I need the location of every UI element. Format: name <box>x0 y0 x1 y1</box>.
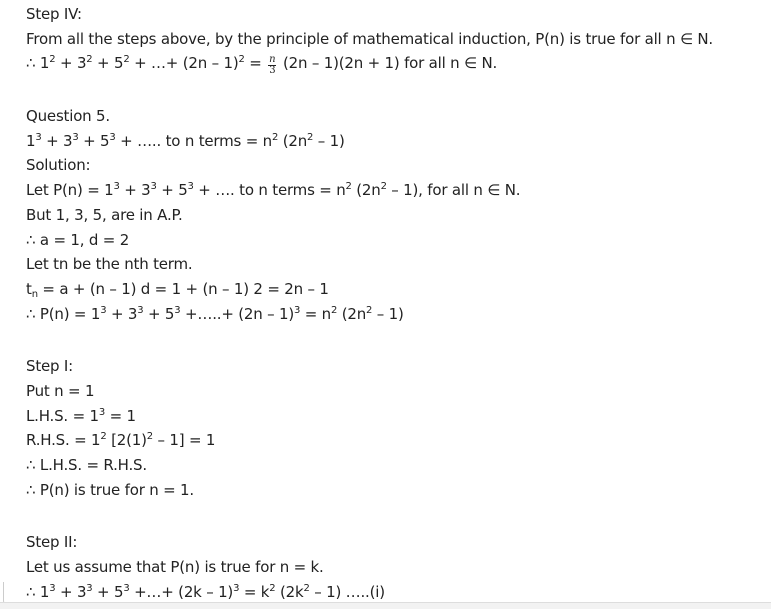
text-line <box>26 302 771 327</box>
text-segment: + 5 <box>92 582 124 601</box>
text-line <box>26 453 771 478</box>
text-segment: (2n – 1)(2n + 1) for all n ∈ N. <box>278 54 498 73</box>
superscript: 3 <box>86 582 93 594</box>
subscript: n <box>31 288 38 300</box>
text-line <box>26 404 771 429</box>
superscript: 2 <box>271 131 279 143</box>
superscript: 3 <box>233 582 240 594</box>
text-segment: = a + (n – 1) d = 1 + (n – 1) 2 = 2n – 1 <box>37 279 329 298</box>
text-segment: – 1) <box>313 131 345 150</box>
text-segment: – 1), for all n ∈ N. <box>386 181 521 200</box>
text-segment: = <box>244 54 267 73</box>
superscript: 2 <box>345 181 352 193</box>
text-segment: L.H.S. = 1 <box>26 406 99 425</box>
superscript: 2 <box>307 131 314 143</box>
text-segment: (2n <box>351 181 381 200</box>
text-segment: R.H.S. = 1 <box>26 431 101 450</box>
fraction <box>268 55 276 76</box>
text-segment: + 3 <box>55 582 87 601</box>
text-segment: ∴ a = 1, d = 2 <box>26 230 130 249</box>
text-line <box>26 478 771 503</box>
superscript: 2 <box>238 54 245 66</box>
superscript: 3 <box>49 582 56 594</box>
fraction-numerator: n <box>269 54 276 66</box>
text-segment: (2k <box>275 582 304 601</box>
text-line <box>26 277 771 302</box>
text-line <box>26 153 771 178</box>
text-line <box>26 580 771 605</box>
text-line <box>26 27 771 52</box>
superscript: 3 <box>109 131 116 143</box>
text-segment: + 5 <box>143 304 175 323</box>
text-segment: Question 5. <box>26 107 110 126</box>
text-segment: (2n <box>337 304 367 323</box>
horizontal-scrollbar[interactable] <box>0 602 771 609</box>
superscript: 2 <box>146 431 153 443</box>
text-segment: = n <box>300 304 331 323</box>
text-segment: From all the steps above, by the principle of mathematical induction, P(n) is true for all n ∈ N. <box>26 29 713 48</box>
superscript: 2 <box>269 582 276 594</box>
text-segment: Step I: <box>26 357 73 376</box>
text-segment: Solution: <box>26 156 91 175</box>
superscript: 3 <box>150 181 157 193</box>
superscript: 3 <box>98 406 106 418</box>
superscript: 3 <box>72 131 79 143</box>
text-segment: – 1] = 1 <box>152 431 216 450</box>
text-segment: + …+ (2n – 1) <box>129 54 239 73</box>
text-segment: ∴ 1 <box>26 54 50 73</box>
text-segment: + 3 <box>55 54 87 73</box>
text-segment: + 3 <box>119 181 151 200</box>
text-segment: + …. to n terms = n <box>193 181 346 200</box>
superscript: 3 <box>294 304 301 316</box>
text-segment: ∴ P(n) = 1 <box>26 304 101 323</box>
text-segment: Step II: <box>26 533 78 552</box>
text-segment: ∴ 1 <box>26 582 50 601</box>
superscript: 3 <box>35 131 42 143</box>
text-segment: + ….. to n terms = n <box>115 131 272 150</box>
superscript: 3 <box>174 304 181 316</box>
blank-line <box>26 76 771 104</box>
superscript: 3 <box>187 181 194 193</box>
text-line <box>26 51 771 76</box>
blank-line <box>26 326 771 354</box>
superscript: 2 <box>100 431 107 443</box>
text-segment: t <box>26 279 32 298</box>
text-segment: + 5 <box>92 54 124 73</box>
text-line <box>26 428 771 453</box>
text-segment: + 5 <box>78 131 110 150</box>
superscript: 3 <box>113 181 120 193</box>
text-segment: – 1) …..(i) <box>309 582 385 601</box>
text-segment: Put n = 1 <box>26 381 95 400</box>
text-segment: (2n <box>278 131 307 150</box>
solution-document <box>26 2 771 604</box>
text-segment: Step IV: <box>26 5 82 23</box>
text-line <box>26 203 771 228</box>
fraction-denominator: 3 <box>269 65 276 77</box>
text-line <box>26 354 771 379</box>
text-line <box>26 555 771 580</box>
superscript: 3 <box>100 304 107 316</box>
text-segment: Let tn be the nth term. <box>26 255 193 274</box>
text-segment: Let us assume that P(n) is true for n = k. <box>26 558 324 577</box>
text-segment: = 1 <box>105 406 136 425</box>
text-segment: + 3 <box>41 131 73 150</box>
text-line <box>26 2 771 27</box>
text-segment: ∴ P(n) is true for n = 1. <box>26 480 194 499</box>
text-line <box>26 129 771 154</box>
text-segment: = k <box>239 582 270 601</box>
text-segment: + 5 <box>156 181 188 200</box>
superscript: 2 <box>303 582 310 594</box>
text-segment: Let P(n) = 1 <box>26 181 114 200</box>
text-segment: +…..+ (2n – 1) <box>180 304 294 323</box>
superscript: 2 <box>380 181 387 193</box>
text-line <box>26 228 771 253</box>
text-segment: + 3 <box>106 304 138 323</box>
text-line <box>26 252 771 277</box>
text-line <box>26 178 771 203</box>
blank-line <box>26 502 771 530</box>
superscript: 2 <box>49 54 56 66</box>
text-segment: But 1, 3, 5, are in A.P. <box>26 205 183 224</box>
text-line <box>26 379 771 404</box>
superscript: 2 <box>330 304 338 316</box>
text-segment: [2(1) <box>106 431 147 450</box>
superscript: 2 <box>86 54 93 66</box>
superscript: 3 <box>137 304 144 316</box>
text-segment: +…+ (2k – 1) <box>129 582 234 601</box>
superscript: 2 <box>123 54 130 66</box>
text-segment: ∴ L.H.S. = R.H.S. <box>26 456 147 474</box>
text-line <box>26 104 771 129</box>
text-segment: 1 <box>26 131 36 150</box>
superscript: 3 <box>123 582 130 594</box>
text-line <box>26 530 771 555</box>
text-segment: – 1) <box>372 304 404 323</box>
superscript: 2 <box>366 304 373 316</box>
